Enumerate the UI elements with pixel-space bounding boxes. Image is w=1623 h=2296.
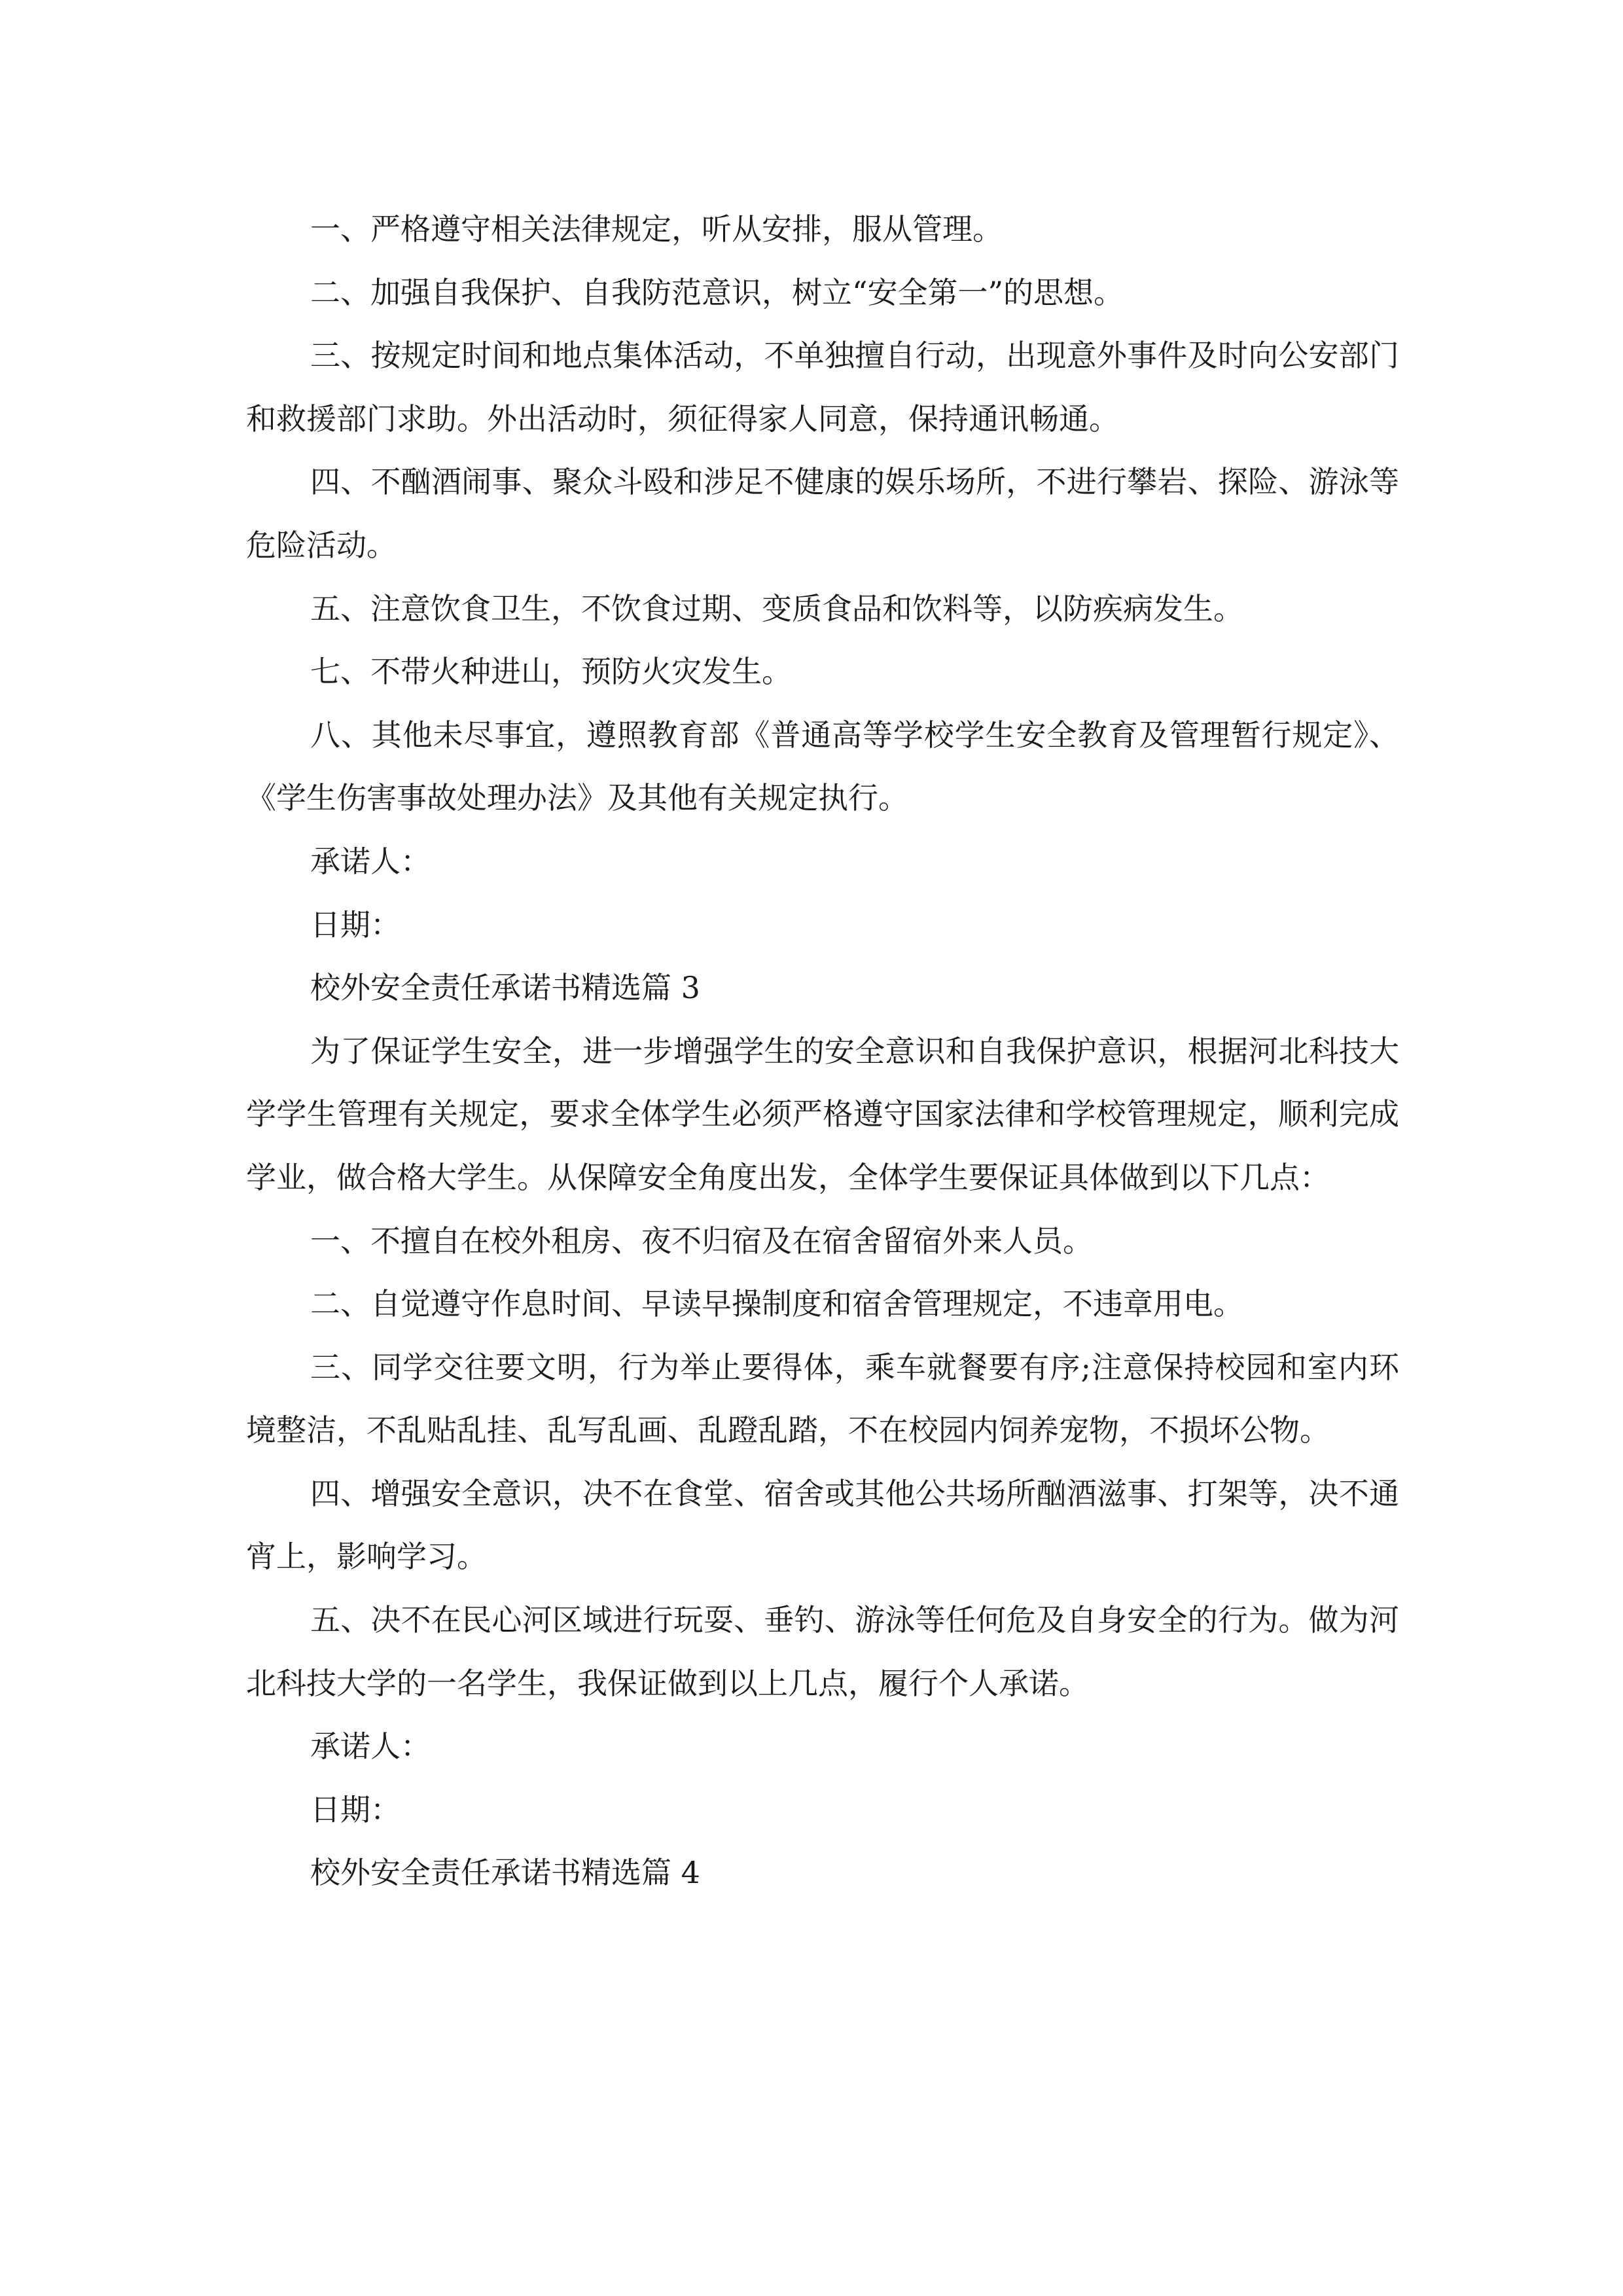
date-label: 日期：: [310, 906, 401, 942]
document-body: [246, 198, 1399, 1905]
section-heading-3: 校外安全责任承诺书精选篇 3: [310, 970, 700, 1006]
rule-7: 七、不带火种进山，预防火灾发生。: [310, 654, 792, 690]
intro-paragraph: 为了保证学生安全，进一步增强学生的安全意识和自我保护意识，根据河北科技大学学生管理有关规定，要求全体学生必须严格遵守国家法律和学校管理规定，顺利完成学业，做合格大学生。从保障安全角度出发，全体学生要保证具体做到以下几点：: [246, 1033, 1399, 1195]
rule-4: 四、增强安全意识，决不在食堂、宿舍或其他公共场所酗酒滋事、打架等，决不通宵上，影响学习。: [246, 1475, 1399, 1575]
rule-5: 五、决不在民心河区域进行玩耍、垂钓、游泳等任何危及自身安全的行为。做为河北科技大学的一名学生，我保证做到以上几点，履行个人承诺。: [246, 1602, 1399, 1701]
rule-1: 一、不擅自在校外租房、夜不归宿及在宿舍留宿外来人员。: [310, 1223, 1093, 1259]
rule-5: 五、注意饮食卫生，不饮食过期、变质食品和饮料等，以防疾病发生。: [310, 590, 1243, 626]
rule-3: 三、按规定时间和地点集体活动，不单独擅自行动，出现意外事件及时向公安部门和救援部门求助。外出活动时，须征得家人同意，保持通讯畅通。: [246, 338, 1399, 437]
rule-4: 四、不酗酒闹事、聚众斗殴和涉足不健康的娱乐场所，不进行攀岩、探险、游泳等危险活动。: [246, 464, 1399, 563]
rule-2: 二、自觉遵守作息时间、早读早操制度和宿舍管理规定，不违章用电。: [310, 1286, 1243, 1322]
section-heading-4: 校外安全责任承诺书精选篇 4: [310, 1855, 700, 1891]
rule-8: 八、其他未尽事宜，遵照教育部《普通高等学校学生安全教育及管理暂行规定》、《学生伤害事故处理办法》及其他有关规定执行。: [246, 717, 1399, 816]
rule-3: 三、同学交往要文明，行为举止要得体，乘车就餐要有序;注意保持校园和室内环境整洁，不乱贴乱挂、乱写乱画、乱蹬乱踏，不在校园内饲养宠物，不损坏公物。: [246, 1349, 1399, 1448]
rule-1: 一、严格遵守相关法律规定，听从安排，服从管理。: [310, 211, 1003, 247]
signer-label: 承诺人：: [310, 843, 431, 879]
date-label: 日期：: [310, 1791, 401, 1827]
rule-2: 二、加强自我保护、自我防范意识，树立“安全第一”的思想。: [310, 274, 1124, 310]
signer-label: 承诺人：: [310, 1729, 431, 1765]
